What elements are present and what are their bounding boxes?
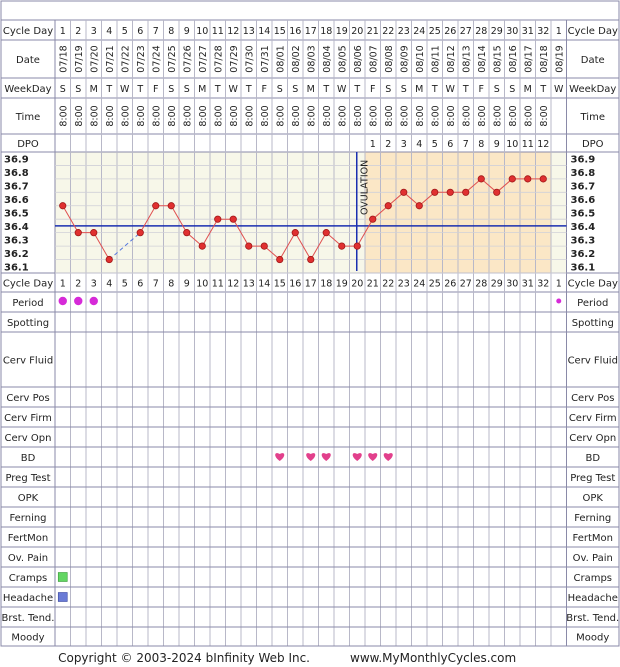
date-label: 08/17	[523, 45, 535, 73]
time-label: 8:00	[306, 105, 318, 127]
cycle-day-label-bottom: 9	[183, 278, 190, 290]
date-label: 07/27	[197, 45, 209, 73]
time-label: 8:00	[244, 105, 256, 127]
temperature-point-day-24	[416, 203, 422, 209]
temperature-point-day-3	[91, 229, 97, 235]
time-label: 8:00	[213, 105, 225, 127]
weekday-label: S	[168, 84, 175, 95]
temperature-point-day-21	[370, 216, 376, 222]
footer-site: www.MyMonthlyCycles.com	[350, 651, 517, 665]
y-tick-right: 36.1	[570, 262, 596, 274]
cycle-day-label-bottom: 27	[459, 278, 472, 290]
date-label: 08/16	[507, 45, 519, 73]
y-tick-right: 36.6	[570, 195, 596, 207]
symptom-label-left-brst_tend: Brst. Tend.	[1, 613, 55, 624]
ovulation-label: OVULATION	[359, 159, 371, 215]
dpo-label: 11	[521, 139, 534, 150]
cycle-day-label: 29	[490, 26, 503, 37]
y-tick-right: 36.4	[570, 221, 596, 233]
weekday-label: T	[214, 84, 221, 95]
time-label: 8:00	[476, 105, 488, 127]
cycle-day-label: 32	[537, 26, 550, 37]
row-label-right-dpo: DPO	[581, 139, 604, 150]
dpo-label: 1	[369, 139, 376, 150]
weekday-label: M	[523, 84, 532, 95]
symptom-label-left-cerv_pos: Cerv Pos	[6, 393, 50, 404]
weekday-label: S	[509, 84, 516, 95]
cycle-day-label-bottom: 7	[152, 278, 159, 290]
cycle-day-label: 3	[90, 26, 97, 37]
date-label: 07/19	[73, 45, 85, 73]
cycle-day-label-bottom: 13	[242, 278, 255, 290]
date-label: 08/11	[430, 45, 442, 73]
time-label: 8:00	[290, 105, 302, 127]
symptom-label-right-cerv_fluid: Cerv Fluid	[567, 355, 618, 367]
symptom-label-right-cerv_opn: Cerv Opn	[569, 433, 617, 444]
time-label: 8:00	[368, 105, 380, 127]
symptom-label-right-cramps: Cramps	[573, 573, 613, 584]
weekday-label: M	[89, 84, 98, 95]
cycle-day-label: 13	[242, 26, 255, 37]
symptom-label-right-bd: BD	[585, 453, 601, 464]
date-label: 07/21	[104, 45, 116, 73]
weekday-label: T	[106, 84, 113, 95]
date-label: 07/31	[259, 45, 271, 73]
cycle-day-label: 10	[196, 26, 209, 37]
symptom-label-right-ov_pain: Ov. Pain	[572, 553, 613, 564]
cycle-day-label: 4	[106, 26, 113, 37]
weekday-label: F	[153, 84, 159, 95]
time-label: 8:00	[73, 105, 85, 127]
dpo-label: 9	[493, 139, 500, 150]
cycle-day-label-bottom: 4	[106, 278, 113, 290]
weekday-label: W	[228, 84, 238, 95]
date-label: 08/14	[476, 45, 488, 73]
date-label: 08/08	[383, 45, 395, 73]
time-label: 8:00	[166, 105, 178, 127]
cycle-day-label-bottom: 19	[335, 278, 348, 290]
weekday-label: F	[370, 84, 376, 95]
time-label: 8:00	[104, 105, 116, 127]
date-label: 07/26	[182, 45, 194, 73]
symptom-label-right-moody: Moody	[576, 632, 610, 644]
cycle-day-label: 15	[273, 26, 286, 37]
temperature-point-day-22	[385, 203, 391, 209]
temperature-point-day-27	[463, 189, 469, 195]
y-tick-left: 36.6	[4, 195, 29, 207]
symptom-label-right-ferning: Ferning	[574, 513, 612, 524]
cycle-day-label: 23	[397, 26, 410, 37]
symptom-label-right-fertmon: FertMon	[572, 533, 613, 544]
cycle-day-label-bottom: 20	[351, 278, 364, 290]
symptom-label-left-cramps: Cramps	[8, 573, 48, 584]
cycle-day-label-bottom: 31	[521, 278, 534, 290]
grid-layer	[1, 1, 619, 646]
weekday-label: S	[493, 84, 500, 95]
period-marker-day-1	[59, 297, 67, 305]
temperature-point-day-14	[261, 243, 267, 249]
date-label: 08/13	[461, 45, 473, 73]
y-tick-left: 36.9	[4, 154, 29, 166]
y-tick-left: 36.3	[4, 235, 29, 247]
time-label: 8:00	[538, 105, 550, 127]
weekday-label: S	[59, 84, 66, 95]
weekday-label: W	[445, 84, 455, 95]
cycle-day-label: 28	[475, 26, 488, 37]
cycle-day-label: 19	[335, 26, 348, 37]
row-label-left-cday2: Cycle Day	[2, 278, 54, 290]
temperature-point-day-31	[525, 176, 531, 182]
temperature-point-day-30	[509, 176, 515, 182]
time-label: 8:00	[461, 105, 473, 127]
cycle-day-label-bottom: 14	[258, 278, 271, 290]
temperature-point-day-25	[432, 189, 438, 195]
date-label: 08/05	[337, 45, 349, 73]
temperature-point-day-26	[447, 189, 453, 195]
symptom-label-right-headache: Headache	[567, 593, 618, 604]
temperature-point-day-4	[106, 256, 112, 262]
date-label: 08/19	[554, 45, 566, 73]
temperature-point-day-29	[494, 189, 500, 195]
time-label: 8:00	[492, 105, 504, 127]
cycle-day-label: 14	[258, 26, 271, 37]
row-label-left-dpo: DPO	[17, 139, 39, 150]
weekday-label: T	[137, 84, 144, 95]
cycle-day-label-bottom: 2	[75, 278, 82, 290]
y-tick-right: 36.7	[570, 181, 596, 193]
headache-marker-day-1	[58, 593, 67, 602]
symptom-label-right-preg_test: Preg Test	[570, 473, 616, 484]
row-label-right-wday: WeekDay	[569, 84, 617, 95]
weekday-label: S	[75, 84, 82, 95]
cycle-day-label-bottom: 1	[59, 278, 66, 290]
cycle-day-label-bottom: 17	[304, 278, 317, 290]
cycle-day-label: 25	[428, 26, 441, 37]
date-label: 07/23	[135, 45, 147, 73]
date-label: 08/01	[275, 45, 287, 73]
date-label: 07/24	[151, 45, 163, 73]
temperature-point-day-20	[354, 243, 360, 249]
cycle-day-label-bottom: 21	[366, 278, 379, 290]
cycle-day-label: 31	[521, 26, 534, 37]
time-label: 8:00	[182, 105, 194, 127]
symptom-label-left-fertmon: FertMon	[7, 533, 49, 544]
date-label: 07/22	[120, 45, 132, 73]
period-marker-day-2	[74, 297, 82, 305]
symptom-label-left-ferning: Ferning	[9, 513, 47, 524]
cycle-day-label-bottom: 32	[537, 278, 550, 290]
cycle-day-label-bottom: 12	[227, 278, 240, 290]
symptom-label-left-headache: Headache	[2, 593, 54, 604]
cycle-day-label: 11	[211, 26, 224, 37]
date-label: 08/09	[399, 45, 411, 73]
temperature-point-day-23	[401, 189, 407, 195]
y-tick-left: 36.1	[4, 262, 29, 274]
time-label: 8:00	[259, 105, 271, 127]
date-label: 08/03	[306, 45, 318, 73]
footer-copyright: Copyright © 2003-2024 bInfinity Web Inc.	[58, 651, 310, 665]
temperature-point-day-2	[75, 229, 81, 235]
time-label: 8:00	[337, 105, 349, 127]
temperature-point-day-10	[199, 243, 205, 249]
cycle-day-label: 18	[320, 26, 333, 37]
row-label-left-cday: Cycle Day	[2, 26, 54, 37]
cycle-day-label-bottom: 26	[444, 278, 457, 290]
time-label: 8:00	[135, 105, 147, 127]
weekday-label: T	[354, 84, 361, 95]
cycle-day-label: 17	[304, 26, 317, 37]
cycle-day-label-bottom: 28	[475, 278, 488, 290]
date-label: 08/10	[414, 45, 426, 73]
time-label: 8:00	[275, 105, 287, 127]
temperature-point-day-13	[246, 243, 252, 249]
weekday-label: S	[183, 84, 190, 95]
symptom-label-right-spotting: Spotting	[571, 318, 614, 329]
y-tick-left: 36.7	[4, 181, 29, 193]
y-tick-left: 36.8	[4, 168, 29, 180]
symptom-label-right-brst_tend: Brst. Tend.	[566, 613, 620, 624]
cycle-day-label: 16	[289, 26, 302, 37]
cycle-day-label: 1	[555, 26, 562, 37]
time-label: 8:00	[383, 105, 395, 127]
temperature-point-day-7	[153, 203, 159, 209]
weekday-label: M	[198, 84, 207, 95]
weekday-label: W	[554, 84, 564, 95]
time-label: 8:00	[228, 105, 240, 127]
date-label: 08/07	[368, 45, 380, 73]
weekday-label: F	[478, 84, 484, 95]
cycle-day-label: 22	[382, 26, 395, 37]
temperature-point-day-16	[292, 229, 298, 235]
cycle-day-label-bottom: 6	[137, 278, 144, 290]
row-label-right-time: Time	[580, 112, 605, 123]
temperature-point-day-28	[478, 176, 484, 182]
time-label: 8:00	[197, 105, 209, 127]
row-label-right-cday2: Cycle Day	[567, 278, 618, 290]
time-label: 8:00	[445, 105, 457, 127]
symptom-label-left-cerv_firm: Cerv Firm	[4, 413, 52, 424]
symptom-label-left-bd: BD	[20, 453, 36, 464]
dpo-label: 10	[506, 139, 519, 150]
temperature-point-day-12	[230, 216, 236, 222]
time-label: 8:00	[89, 105, 101, 127]
date-label: 08/06	[352, 45, 364, 73]
cycle-day-label: 26	[444, 26, 457, 37]
cycle-day-label-bottom: 23	[397, 278, 410, 290]
symptom-label-left-spotting: Spotting	[6, 318, 50, 329]
date-label: 08/18	[538, 45, 550, 73]
cycle-day-label-bottom: 24	[413, 278, 426, 290]
cycle-day-label-bottom: 3	[90, 278, 97, 290]
time-label: 8:00	[430, 105, 442, 127]
time-label: 8:00	[414, 105, 426, 127]
cycle-day-label: 27	[459, 26, 472, 37]
y-tick-right: 36.2	[570, 248, 596, 260]
cycle-day-label-bottom: 11	[211, 278, 224, 290]
dpo-label: 12	[537, 139, 550, 150]
time-label: 8:00	[321, 105, 333, 127]
date-label: 07/28	[213, 45, 225, 73]
symptom-label-left-opk: OPK	[17, 493, 39, 504]
row-label-left-time: Time	[15, 112, 41, 123]
y-tick-left: 36.2	[4, 248, 29, 260]
weekday-label: T	[245, 84, 252, 95]
date-label: 08/04	[321, 45, 333, 73]
temperature-point-day-17	[308, 256, 314, 262]
y-tick-left: 36.5	[4, 208, 29, 220]
cycle-day-label-bottom: 25	[428, 278, 441, 290]
symptom-label-right-period: Period	[577, 298, 609, 309]
weekday-label: M	[306, 84, 315, 95]
cycle-day-label: 7	[152, 26, 159, 37]
weekday-label: S	[400, 84, 407, 95]
cycle-day-label: 1	[59, 26, 66, 37]
cycle-day-label: 21	[366, 26, 379, 37]
time-label: 8:00	[120, 105, 132, 127]
dpo-label: 3	[400, 139, 407, 150]
weekday-label: W	[337, 84, 347, 95]
row-label-right-cday: Cycle Day	[567, 26, 618, 37]
dpo-label: 8	[478, 139, 485, 150]
time-label: 8:00	[507, 105, 519, 127]
period-marker-day-3	[90, 297, 98, 305]
cramps-marker-day-1	[58, 573, 67, 582]
weekday-label: F	[261, 84, 267, 95]
cycle-day-label-bottom: 8	[168, 278, 175, 290]
weekday-label: S	[385, 84, 392, 95]
temperature-point-day-32	[540, 176, 546, 182]
cycle-day-label-bottom: 16	[289, 278, 302, 290]
time-label: 8:00	[352, 105, 364, 127]
y-tick-right: 36.8	[570, 168, 596, 180]
weekday-label: T	[462, 84, 469, 95]
symptom-label-left-preg_test: Preg Test	[5, 473, 51, 484]
symptom-label-right-cerv_firm: Cerv Firm	[568, 413, 617, 424]
cycle-day-label-bottom: 29	[490, 278, 503, 290]
cycle-day-label: 9	[183, 26, 190, 37]
period-marker-day-33	[556, 299, 561, 304]
temperature-point-day-15	[277, 256, 283, 262]
cycle-day-label: 30	[506, 26, 519, 37]
y-tick-right: 36.5	[570, 208, 596, 220]
dpo-label: 4	[416, 139, 423, 150]
symptom-label-right-opk: OPK	[582, 493, 603, 504]
cycle-day-label: 5	[121, 26, 128, 37]
date-label: 07/18	[58, 45, 70, 73]
time-label: 8:00	[58, 105, 70, 127]
date-label: 07/25	[166, 45, 178, 73]
cycle-day-label-bottom: 5	[121, 278, 128, 290]
cycle-day-label-bottom: 18	[320, 278, 333, 290]
temperature-point-day-6	[137, 229, 143, 235]
symptom-label-left-ov_pain: Ov. Pain	[7, 553, 49, 564]
y-tick-right: 36.3	[570, 235, 596, 247]
time-label: 8:00	[151, 105, 163, 127]
symptom-label-left-moody: Moody	[11, 632, 45, 644]
date-label: 08/02	[290, 45, 302, 73]
symptom-label-right-cerv_pos: Cerv Pos	[571, 393, 615, 404]
cycle-day-label: 12	[227, 26, 240, 37]
cycle-day-label-bottom: 1	[555, 278, 562, 290]
cycle-day-label-bottom: 10	[196, 278, 209, 290]
weekday-label: T	[431, 84, 438, 95]
y-tick-left: 36.4	[4, 221, 29, 233]
date-label: 08/15	[492, 45, 504, 73]
cycle-day-label: 24	[413, 26, 426, 37]
date-label: 07/20	[89, 45, 101, 73]
dpo-label: 6	[447, 139, 454, 150]
weekday-label: S	[276, 84, 283, 95]
cycle-day-label: 2	[75, 26, 82, 37]
date-label: 07/30	[244, 45, 256, 73]
temperature-point-day-8	[168, 203, 174, 209]
temperature-point-day-11	[215, 216, 221, 222]
row-label-left-wday: WeekDay	[4, 84, 52, 95]
cycle-day-label: 20	[351, 26, 364, 37]
row-label-left-date: Date	[16, 55, 40, 66]
cycle-day-label-bottom: 15	[273, 278, 286, 290]
date-label: 08/12	[445, 45, 457, 73]
dpo-label: 7	[462, 139, 469, 150]
dpo-label: 5	[431, 139, 438, 150]
weekday-label: T	[323, 84, 330, 95]
row-label-right-date: Date	[580, 55, 605, 66]
weekday-label: S	[292, 84, 299, 95]
temperature-point-day-18	[323, 229, 329, 235]
symptom-label-left-period: Period	[12, 298, 44, 309]
cycle-day-label-bottom: 22	[382, 278, 395, 290]
weekday-label: W	[120, 84, 130, 95]
time-label: 8:00	[399, 105, 411, 127]
temperature-point-day-1	[60, 203, 66, 209]
temperature-point-day-9	[184, 229, 190, 235]
weekday-label: M	[415, 84, 424, 95]
cycle-day-label: 8	[168, 26, 175, 37]
symptom-label-left-cerv_opn: Cerv Opn	[4, 433, 52, 444]
dpo-label: 2	[385, 139, 392, 150]
cycle-day-label: 6	[137, 26, 144, 37]
temperature-point-day-19	[339, 243, 345, 249]
cycle-day-label-bottom: 30	[506, 278, 519, 290]
date-label: 07/29	[228, 45, 240, 73]
weekday-label: T	[540, 84, 547, 95]
y-tick-right: 36.9	[570, 154, 596, 166]
symptom-label-left-cerv_fluid: Cerv Fluid	[2, 355, 54, 367]
time-label: 8:00	[523, 105, 535, 127]
